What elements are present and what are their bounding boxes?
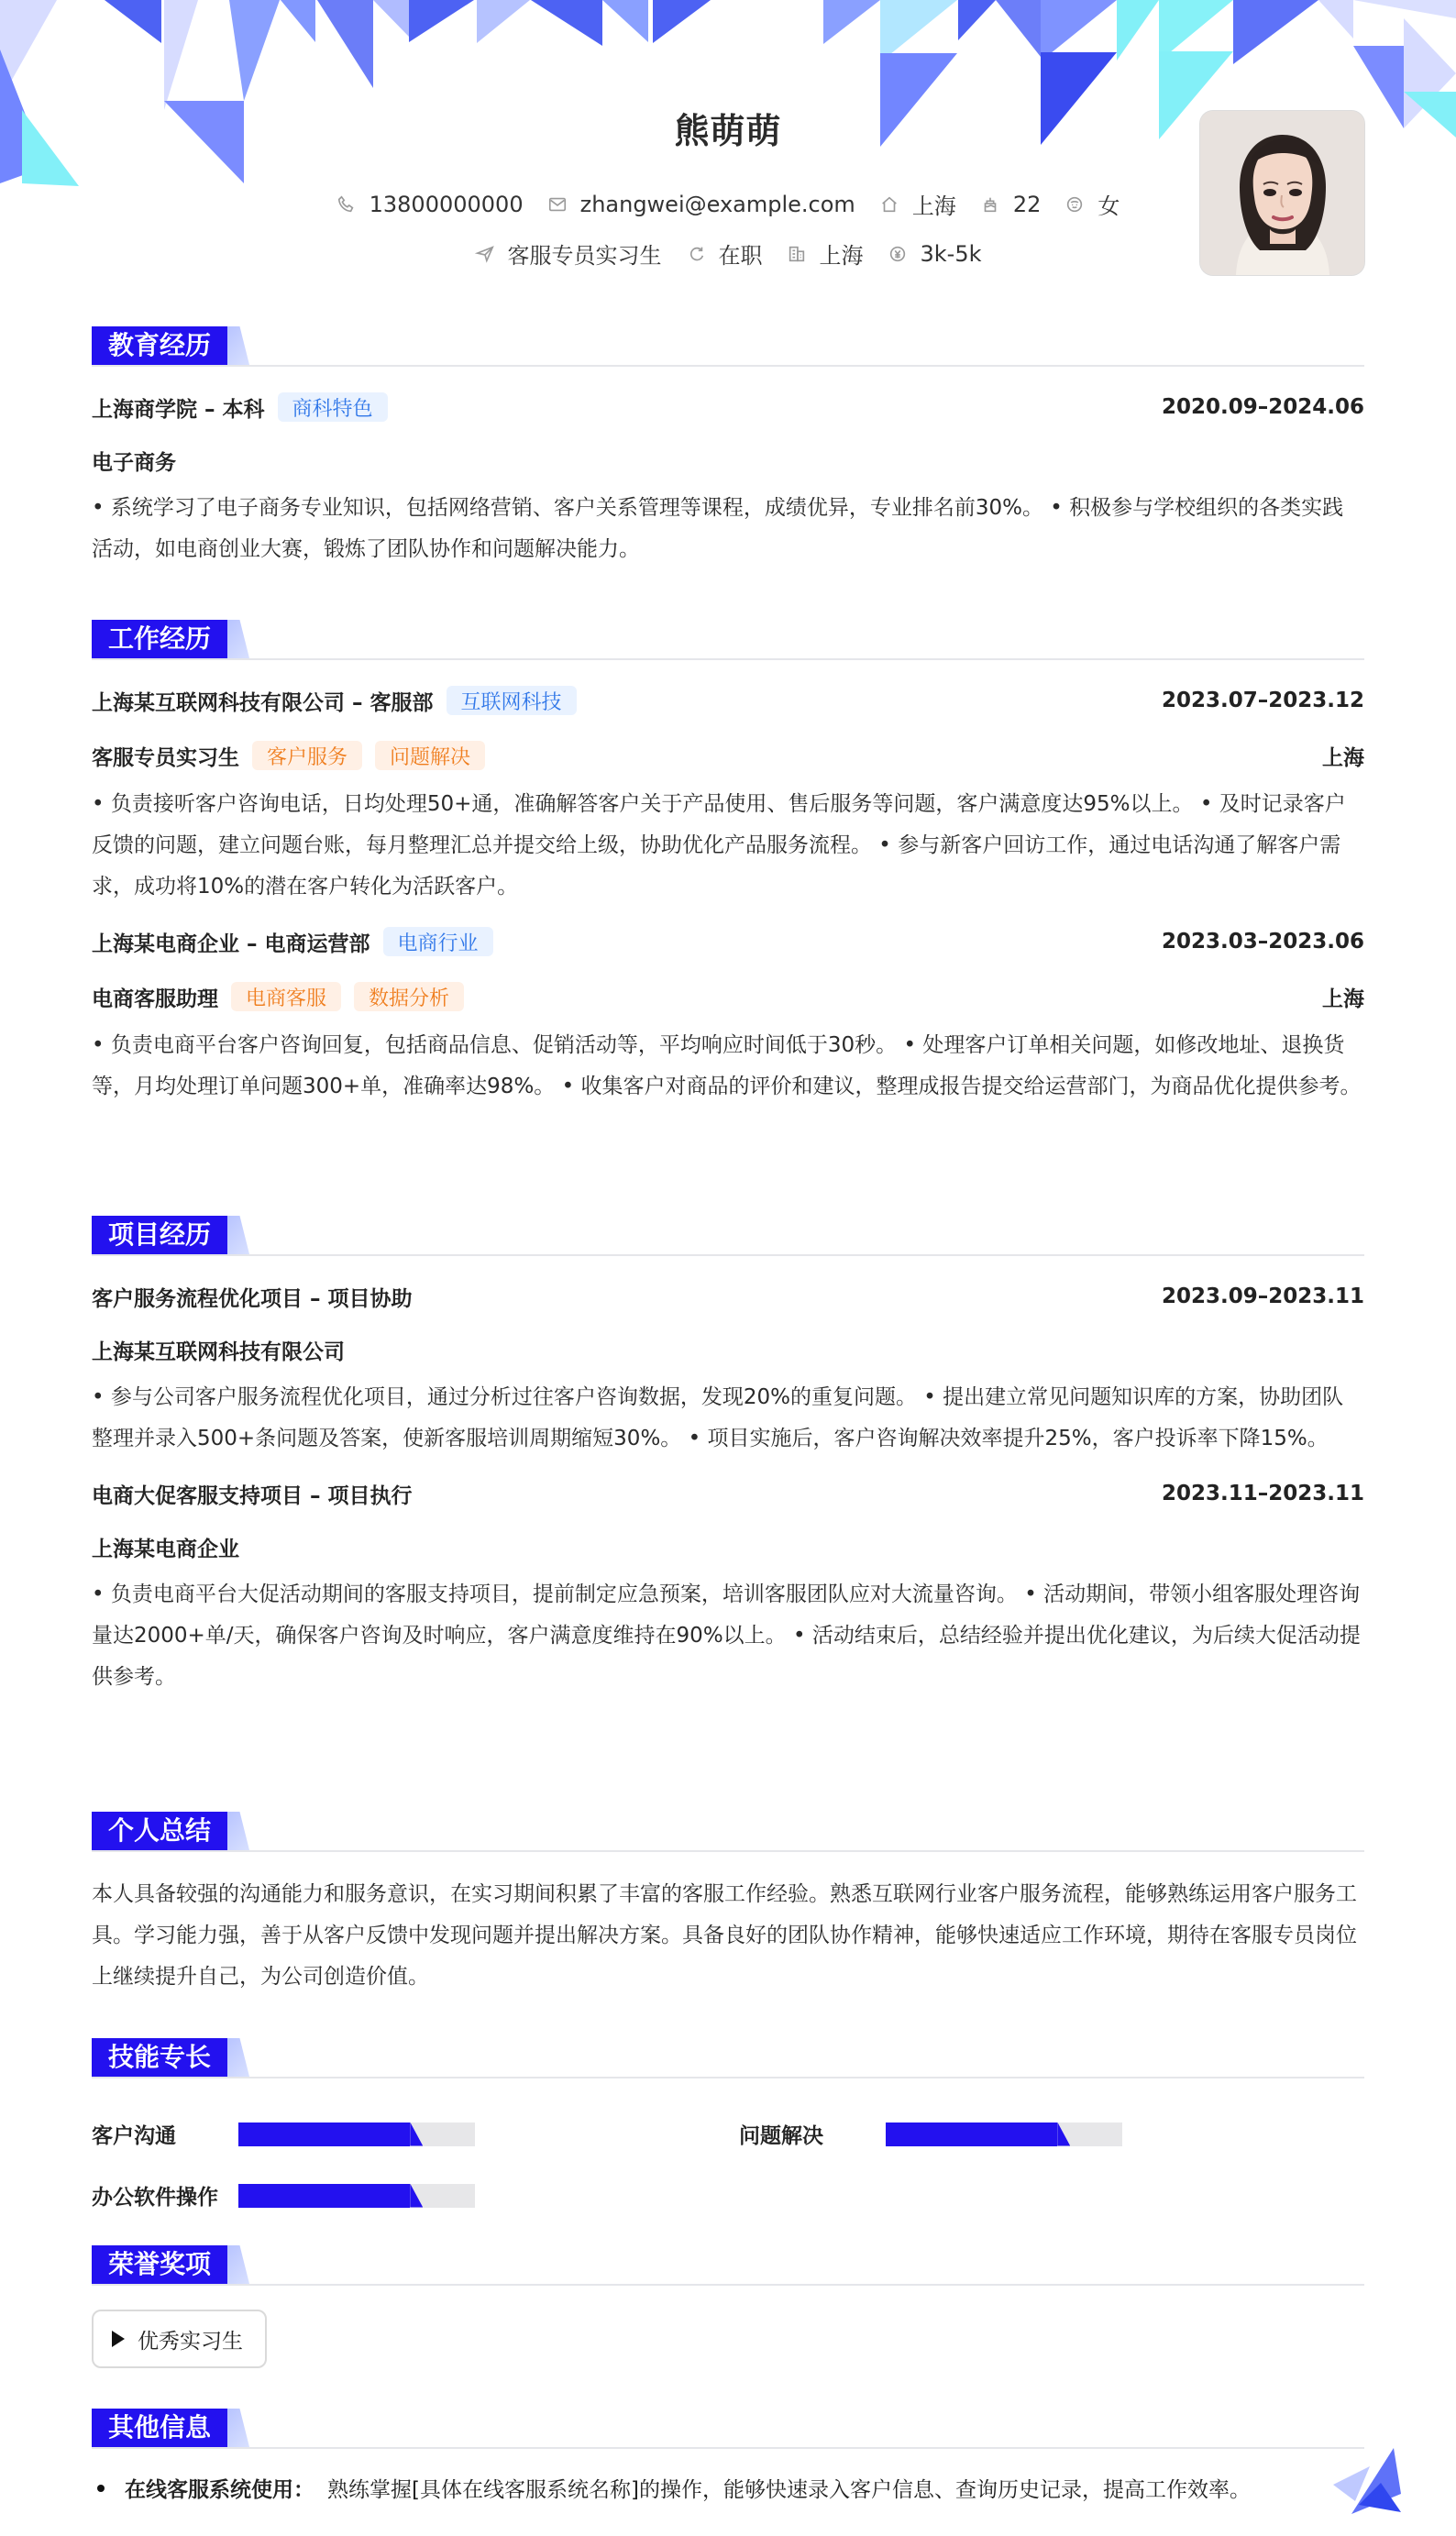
awards-title-wrap [92, 2245, 1364, 2288]
email-item [547, 192, 855, 217]
education-title: 教育经历 [92, 326, 227, 365]
summary-title-wrap [92, 1812, 1364, 1854]
work-entry-1-subheader [92, 739, 1364, 772]
award-pill [92, 2310, 267, 2368]
work-date-2: 2023.03–2023.06 [1161, 930, 1364, 954]
awards-divider [92, 2284, 1364, 2286]
phone-item [336, 192, 524, 217]
refresh-icon [686, 244, 706, 264]
building-icon [787, 244, 807, 264]
award-text: 优秀实习生 [138, 2329, 243, 2354]
skill-row-2 [739, 2119, 1122, 2149]
skill-row-1 [92, 2119, 475, 2149]
skill-row-3 [92, 2180, 475, 2211]
skills-divider [92, 2077, 1364, 2078]
home-icon [879, 194, 899, 215]
work-entry-2-position-wrap [92, 982, 464, 1012]
summary-title: 个人总结 [92, 1812, 227, 1850]
education-description: • 系统学习了电子商务专业知识，包括网络营销、客户关系管理等课程，成绩优异，专业排名前30%。 • 积极参与学校组织的各类实践活动，如电商创业大赛，锻炼了团队协作和问题解决能力。 [92, 496, 1344, 561]
other-title-wrap [92, 2409, 1364, 2451]
city-item [879, 188, 956, 220]
email-text: zhangwei@example.com [579, 191, 855, 217]
work-entry-1-position-wrap [92, 741, 485, 771]
other-label: 在线客服系统使用： [125, 2478, 314, 2502]
skill-bar-2 [886, 2123, 1122, 2146]
expected-city-item [787, 237, 864, 270]
expected-city-text: 上海 [819, 243, 864, 269]
work-skill-tag-2b: 数据分析 [354, 982, 464, 1011]
project-name-1: 客户服务流程优化项目 – 项目协助 [92, 1286, 413, 1311]
salary-item [888, 241, 982, 267]
summary-text: 本人具备较强的沟通能力和服务意识，在实习期间积累了丰富的客服工作经验。熟悉互联网行业客户服务流程，能够熟练运用客户服务工具。学习能力强，善于从客户反馈中发现问题并提出解决方案。具备良好的团队协作精神，能够快速适应工作环境，期待在客服专员岗位上继续提升自己，为公司创造价值。 [92, 1882, 1357, 1989]
awards-title: 荣誉奖项 [92, 2245, 227, 2284]
education-section [92, 326, 1364, 570]
work-company-tag-2: 电商行业 [383, 927, 493, 956]
project-section [92, 1216, 1364, 1698]
phone-icon [336, 194, 357, 215]
work-position-1: 客服专员实习生 [92, 745, 239, 770]
project-description-1: • 参与公司客户服务流程优化项目，通过分析过往客户咨询数据，发现20%的重复问题。 • 提出建立常见问题知识库的方案，协助团队整理并录入500+条问题及答案，使新客服培训周期缩短30%。 • 项目实施后，客户咨询解决效率提升25%，客户投诉率下降15%。 [92, 1385, 1344, 1450]
mail-icon [547, 194, 568, 215]
avatar [1200, 111, 1364, 275]
project-date-2: 2023.11–2023.11 [1161, 1482, 1364, 1505]
send-icon [475, 244, 495, 264]
status-item [686, 237, 763, 270]
work-location-2: 上海 [1322, 987, 1364, 1011]
bullet-icon [97, 2485, 105, 2492]
project-name-2: 电商大促客服支持项目 – 项目执行 [92, 1483, 413, 1508]
work-location-1: 上海 [1322, 745, 1364, 770]
skill-name-3: 办公软件操作 [92, 2186, 218, 2210]
education-date: 2020.09–2024.06 [1161, 395, 1364, 419]
play-icon [112, 2331, 125, 2347]
school-name: 上海商学院 – 本科 [92, 397, 265, 422]
project-entry-2-header [92, 1477, 1364, 1510]
work-company-2: 上海某电商企业 – 电商运营部 [92, 932, 370, 956]
work-title: 工作经历 [92, 620, 227, 658]
age-item [980, 192, 1042, 217]
work-date-1: 2023.07–2023.12 [1161, 689, 1364, 712]
yen-icon [888, 244, 908, 264]
work-entry-2-subheader [92, 980, 1364, 1013]
skill-fill-2 [886, 2123, 1057, 2146]
other-divider [92, 2447, 1364, 2449]
project-entry-1-header [92, 1280, 1364, 1313]
age-text: 22 [1012, 191, 1042, 217]
skill-bar-1 [238, 2123, 475, 2146]
phone-text: 13800000000 [369, 191, 524, 217]
project-divider [92, 1254, 1364, 1256]
school-tag: 商科特色 [278, 392, 388, 422]
education-title-wrap [92, 326, 1364, 369]
other-text: 熟练掌握[具体在线客服系统名称]的操作，能够快速录入客户信息、查询历史记录，提高工作效率。 [327, 2478, 1251, 2502]
major-name: 电子商务 [92, 451, 176, 475]
skill-name-1: 客户沟通 [92, 2124, 176, 2148]
education-entry-header [92, 391, 1364, 424]
other-info-item [92, 2473, 1251, 2503]
work-entry-1-left [92, 686, 577, 716]
candidate-name: 熊萌萌 [674, 111, 782, 151]
work-skill-tag-2a: 电商客服 [231, 982, 341, 1011]
job-title-text: 客服专员实习生 [507, 243, 662, 269]
job-title-item [475, 237, 662, 270]
face-icon [1064, 194, 1085, 215]
project-description-2: • 负责电商平台大促活动期间的客服支持项目，提前制定应急预案，培训客服团队应对大流量咨询。 • 活动期间，带领小组客服处理咨询量达2000+单/天，确保客户咨询及时响应，客户满意度维持在90%以上。 • 活动结束后，总结经验并提出优化建议，为后续大促活动提供参考。 [92, 1582, 1361, 1689]
cake-icon [980, 194, 1000, 215]
salary-text: 3k-5k [920, 240, 982, 267]
education-entry-left [92, 392, 388, 423]
skills-title: 技能专长 [92, 2038, 227, 2077]
other-section [92, 2409, 1364, 2519]
project-title: 项目经历 [92, 1216, 227, 1254]
summary-divider [92, 1850, 1364, 1852]
work-description-1: • 负责接听客户咨询电话，日均处理50+通，准确解答客户关于产品使用、售后服务等问题，客户满意度达95%以上。 • 及时记录客户反馈的问题，建立问题台账，每月整理汇总并提交给上级，协助优化产品服务流程。 • 参与新客户回访工作，通过电话沟通了解客户需求，成功将10%的潜在客户转化为活跃客户。 [92, 792, 1346, 899]
work-company-tag-1: 互联网科技 [447, 686, 577, 715]
skill-fill-1 [238, 2123, 410, 2146]
corner-logo-icon [1333, 2448, 1401, 2516]
skill-bar-3 [238, 2184, 475, 2208]
work-skill-tag-1a: 客户服务 [252, 741, 362, 770]
education-divider [92, 365, 1364, 367]
skills-title-wrap [92, 2038, 1364, 2080]
status-text: 在职 [718, 243, 763, 269]
work-entry-2-header [92, 925, 1364, 958]
work-section [92, 620, 1364, 1108]
project-company-1: 上海某互联网科技有限公司 [92, 1340, 345, 1364]
other-title: 其他信息 [92, 2409, 227, 2447]
project-company-2: 上海某电商企业 [92, 1538, 239, 1561]
gender-text: 女 [1098, 193, 1120, 219]
work-skill-tag-1b: 问题解决 [375, 741, 485, 770]
skills-section [92, 2038, 1364, 2210]
work-description-2: • 负责电商平台客户咨询回复，包括商品信息、促销活动等，平均响应时间低于30秒。 • 处理客户订单相关问题，如修改地址、退换货等，月均处理订单问题300+单，准确率达98%。 • 收集客户对商品的评价和建议，整理成报告提交给运营部门，为商品优化提供参考。 [92, 1033, 1362, 1098]
skill-name-2: 问题解决 [739, 2124, 823, 2148]
skill-fill-3 [238, 2184, 410, 2208]
city-text: 上海 [911, 193, 956, 219]
project-title-wrap [92, 1216, 1364, 1258]
work-position-2: 电商客服助理 [92, 987, 218, 1011]
summary-section [92, 1812, 1364, 1998]
work-divider [92, 658, 1364, 660]
work-entry-1-header [92, 684, 1364, 717]
project-date-1: 2023.09–2023.11 [1161, 1285, 1364, 1308]
work-entry-2-left [92, 927, 493, 957]
work-title-wrap [92, 620, 1364, 662]
work-company-1: 上海某互联网科技有限公司 – 客服部 [92, 690, 434, 715]
header [0, 0, 1456, 303]
awards-section [92, 2245, 1364, 2378]
gender-item [1064, 188, 1120, 220]
